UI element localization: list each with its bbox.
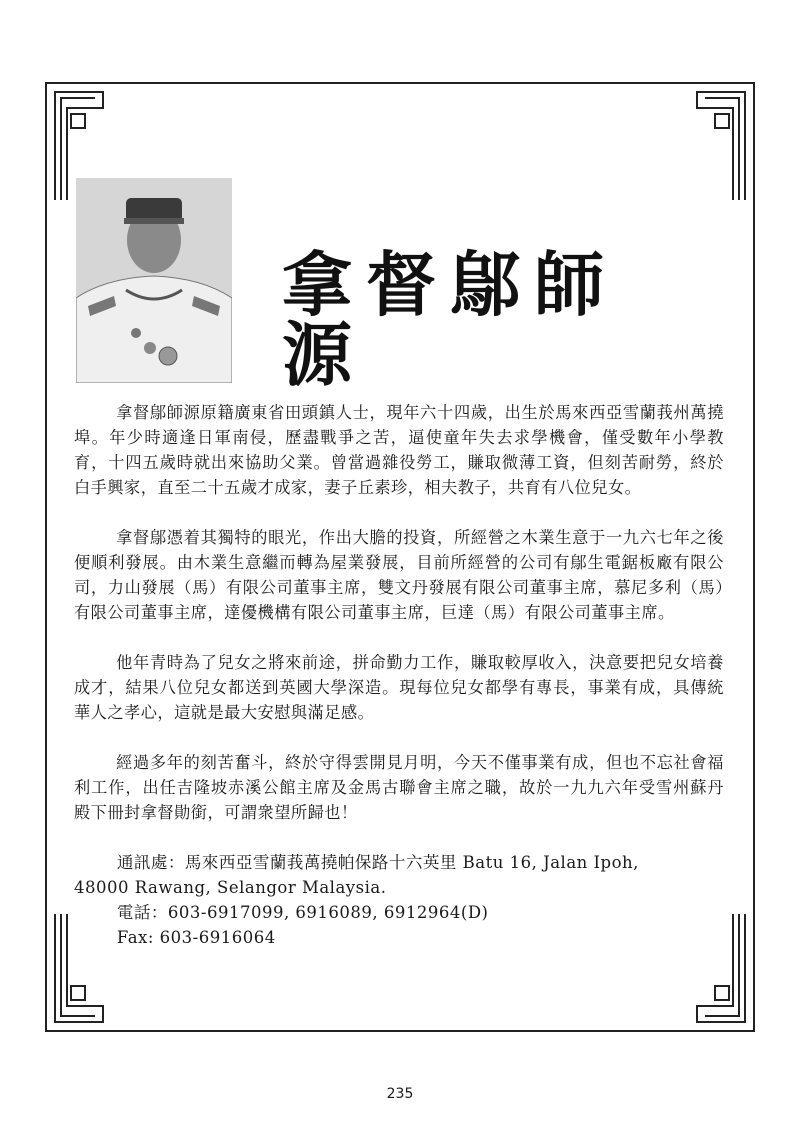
corner-ornament-top-right (685, 82, 755, 202)
paragraph: 拿督鄔師源原籍廣東省田頭鎮人士，現年六十四歲，出生於馬來西亞雪蘭莪州萬撓埠。年少時適逢日軍南侵，歷盡戰爭之苦，逼使童年失去求學機會，僅受數年小學教育，十四五歲時就出來協助父業。曾當過雜役勞工，賺取微薄工資，但刻苦耐勞，終於白手興家，直至二十五歲才成家，妻子丘素珍，相夫教子，共育有八位兒女。 (74, 403, 724, 497)
page-title: 拿督鄔師源 (282, 243, 618, 396)
biography-text (74, 400, 724, 950)
paragraph: 他年青時為了兒女之將來前途，拼命勤力工作，賺取較厚收入，決意要把兒女培養成才，結果八位兒女都送到英國大學深造。現每位兒女都學有專長，事業有成，具傳統華人之孝心，這就是最大安慰與滿足感。 (74, 653, 724, 722)
contact-info (74, 850, 724, 950)
paragraph: 拿督鄔憑着其獨特的眼光，作出大膽的投資，所經營之木業生意于一九六七年之後便順利發展。由木業生意繼而轉為屋業發展，目前所經營的公司有鄔生電鋸板廠有限公司，力山發展（馬）有限公司董事主席，雙文丹發展有限公司董事主席，慕尼多利（馬）有限公司董事主席，達優機構有限公司董事主席，巨達（馬）有限公司董事主席。 (74, 528, 724, 622)
portrait-photo (76, 178, 232, 383)
page-number: 235 (386, 1086, 414, 1102)
address-line-2: 48000 Rawang, Selangor Malaysia. (74, 878, 387, 897)
fax-line: Fax: 603-6916064 (116, 928, 276, 947)
address-line-1: 通訊處：馬來西亞雪蘭莪萬撓帕保路十六英里 Batu 16, Jalan Ipoh, (116, 853, 639, 872)
paragraph: 經過多年的刻苦奮斗，終於守得雲開見月明，今天不僅事業有成，但也不忘社會福利工作，出任吉隆坡赤溪公館主席及金馬古聯會主席之職，故於一九九六年受雪州蘇丹殿下冊封拿督勛銜，可謂衆望所歸也！ (74, 753, 724, 822)
phone-line: 電話：603-6917099, 6916089, 6912964(D) (116, 903, 489, 922)
